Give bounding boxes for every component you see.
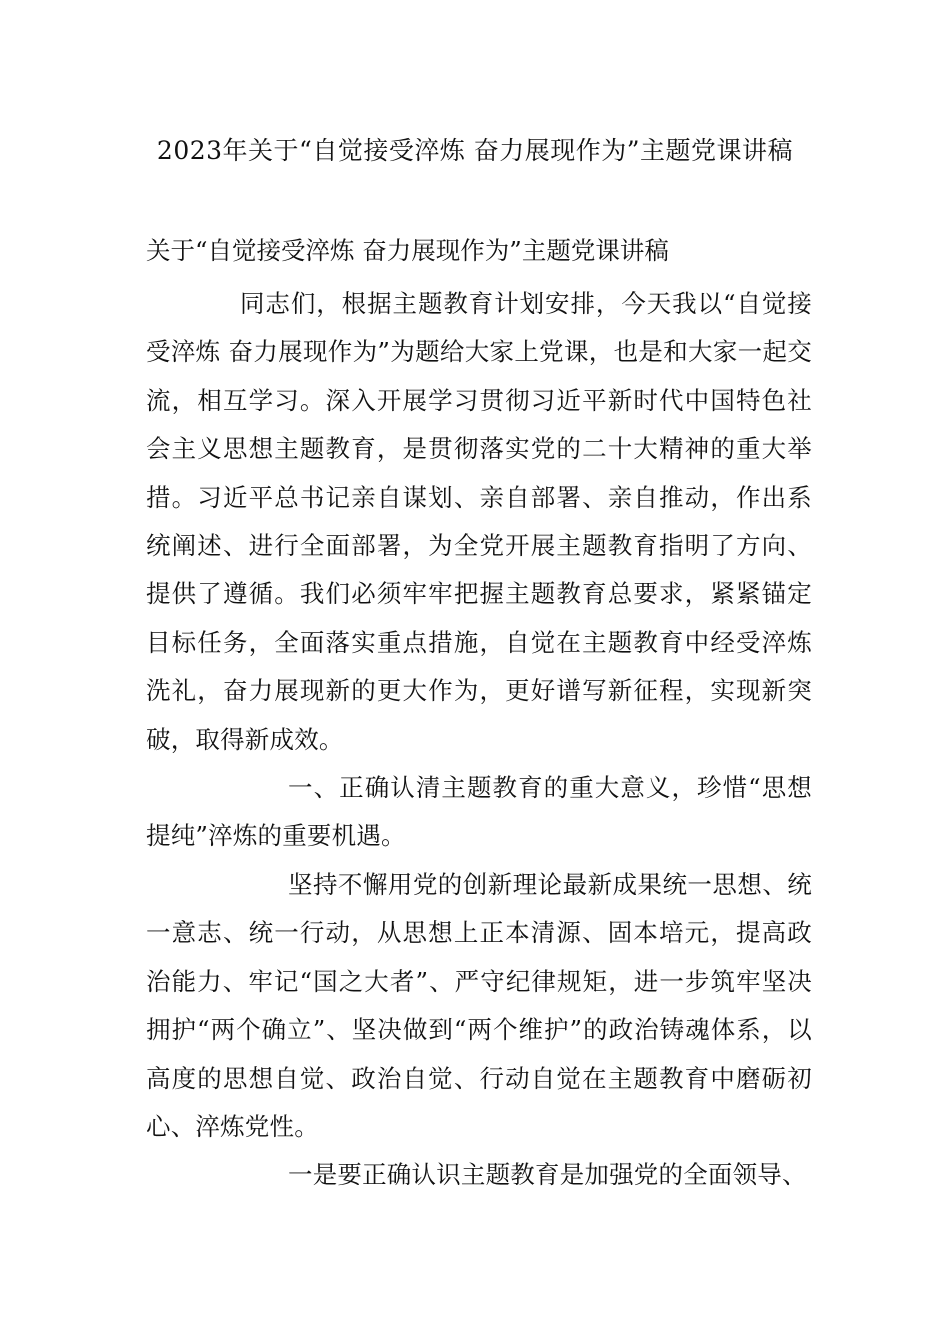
paragraph-point-one: 一是要正确认识主题教育是加强党的全面领导、 <box>288 1160 807 1190</box>
paragraph-opening: 同志们，根据主题教育计划安排，今天我以“自觉接受淬炼 奋力展现作为”为题给大家上党课，也是和大家一起交流，相互学习。深入开展学习贯彻习近平新时代中国特色社会主义思想主题教育，是贯彻落实党的二十大精神的重大举措。习近平总书记亲自谋划、亲自部署、亲自推动，作出系统阐述、进行全面部署，为全党开展主题教育指明了方向、提供了遵循。我们必须牢牢把握主题教育总要求，紧紧锚定目标任务，全面落实重点措施，自觉在主题教育中经受淬炼洗礼，奋力展现新的更大作为，更好谱写新征程，实现新突破，取得新成效。 <box>146 289 812 754</box>
document-title: 2023年关于“自觉接受淬炼 奋力展现作为”主题党课讲稿 <box>156 136 794 165</box>
paragraph-section-heading: 一、正确认清主题教育的重大意义，珍惜“思想提纯”淬炼的重要机遇。 <box>146 773 812 851</box>
document-body <box>146 280 812 1200</box>
document-subtitle: 关于“自觉接受淬炼 奋力展现作为”主题党课讲稿 <box>146 236 669 265</box>
paragraph-section-body: 坚持不懈用党的创新理论最新成果统一思想、统一意志、统一行动，从思想上正本清源、固本培元，提高政治能力、牢记“国之大者”、严守纪律规矩，进一步筑牢坚决拥护“两个确立”、坚决做到“两个维护”的政治铸魂体系，以高度的思想自觉、政治自觉、行动自觉在主题教育中磨砺初心、淬炼党性。 <box>146 869 812 1141</box>
